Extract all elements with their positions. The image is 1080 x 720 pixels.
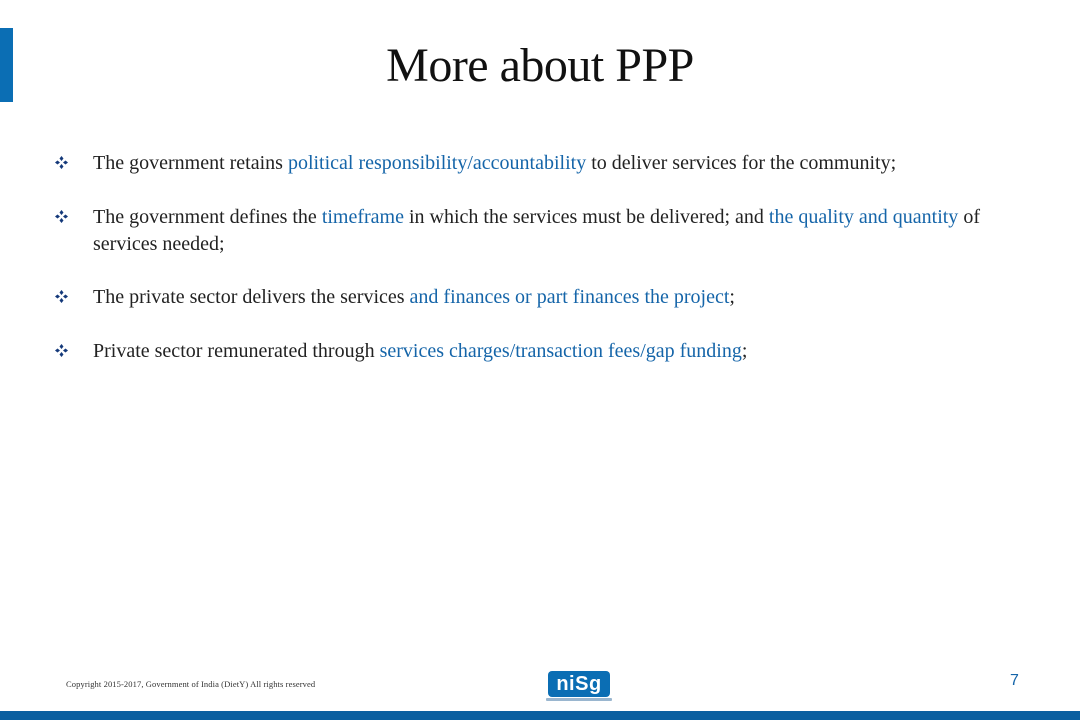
highlighted-text: the quality and quantity: [768, 206, 959, 228]
text-segment: The private sector delivers the services: [93, 286, 410, 308]
slide-title: More about PPP: [386, 39, 694, 92]
page-number: 7: [1010, 672, 1019, 689]
text-segment: of services needed;: [93, 206, 980, 255]
bullet-item: [55, 204, 1045, 258]
highlighted-text: services charges/transaction fees/gap funding: [379, 340, 742, 362]
bullet-item: [55, 150, 1045, 177]
bottom-accent-bar: [0, 711, 1080, 720]
text-segment: Private sector remunerated through: [93, 340, 380, 362]
text-segment: ;: [741, 340, 748, 362]
text-segment: to deliver services for the community;: [586, 152, 897, 174]
bullet-text: [93, 338, 747, 365]
bullet-item: [55, 338, 1045, 365]
highlighted-text: timeframe: [321, 206, 404, 228]
bullet-text: [93, 204, 1045, 258]
bullet-text: [93, 150, 896, 177]
text-segment: The government retains: [93, 152, 288, 174]
diamond-bullet-icon: [55, 284, 93, 311]
highlighted-text: political responsibility/accountability: [287, 152, 587, 174]
diamond-bullet-icon: [55, 338, 93, 365]
footer-copyright: Copyright 2015-2017, Government of India (DietY) All rights reserved: [66, 679, 316, 689]
text-segment: The government defines the: [93, 206, 322, 228]
diamond-bullet-icon: [55, 150, 93, 177]
bullet-text: [93, 284, 735, 311]
logo-tagline-strip: [546, 698, 612, 701]
diamond-bullet-icon: [55, 204, 93, 258]
nisg-logo: [546, 671, 612, 703]
text-segment: in which the services must be delivered; and: [404, 206, 769, 228]
logo-box: [548, 671, 610, 697]
text-segment: ;: [729, 286, 735, 308]
logo-text: niSg: [556, 672, 602, 695]
bullet-item: [55, 284, 1045, 311]
highlighted-text: and finances or part finances the project: [409, 286, 730, 308]
